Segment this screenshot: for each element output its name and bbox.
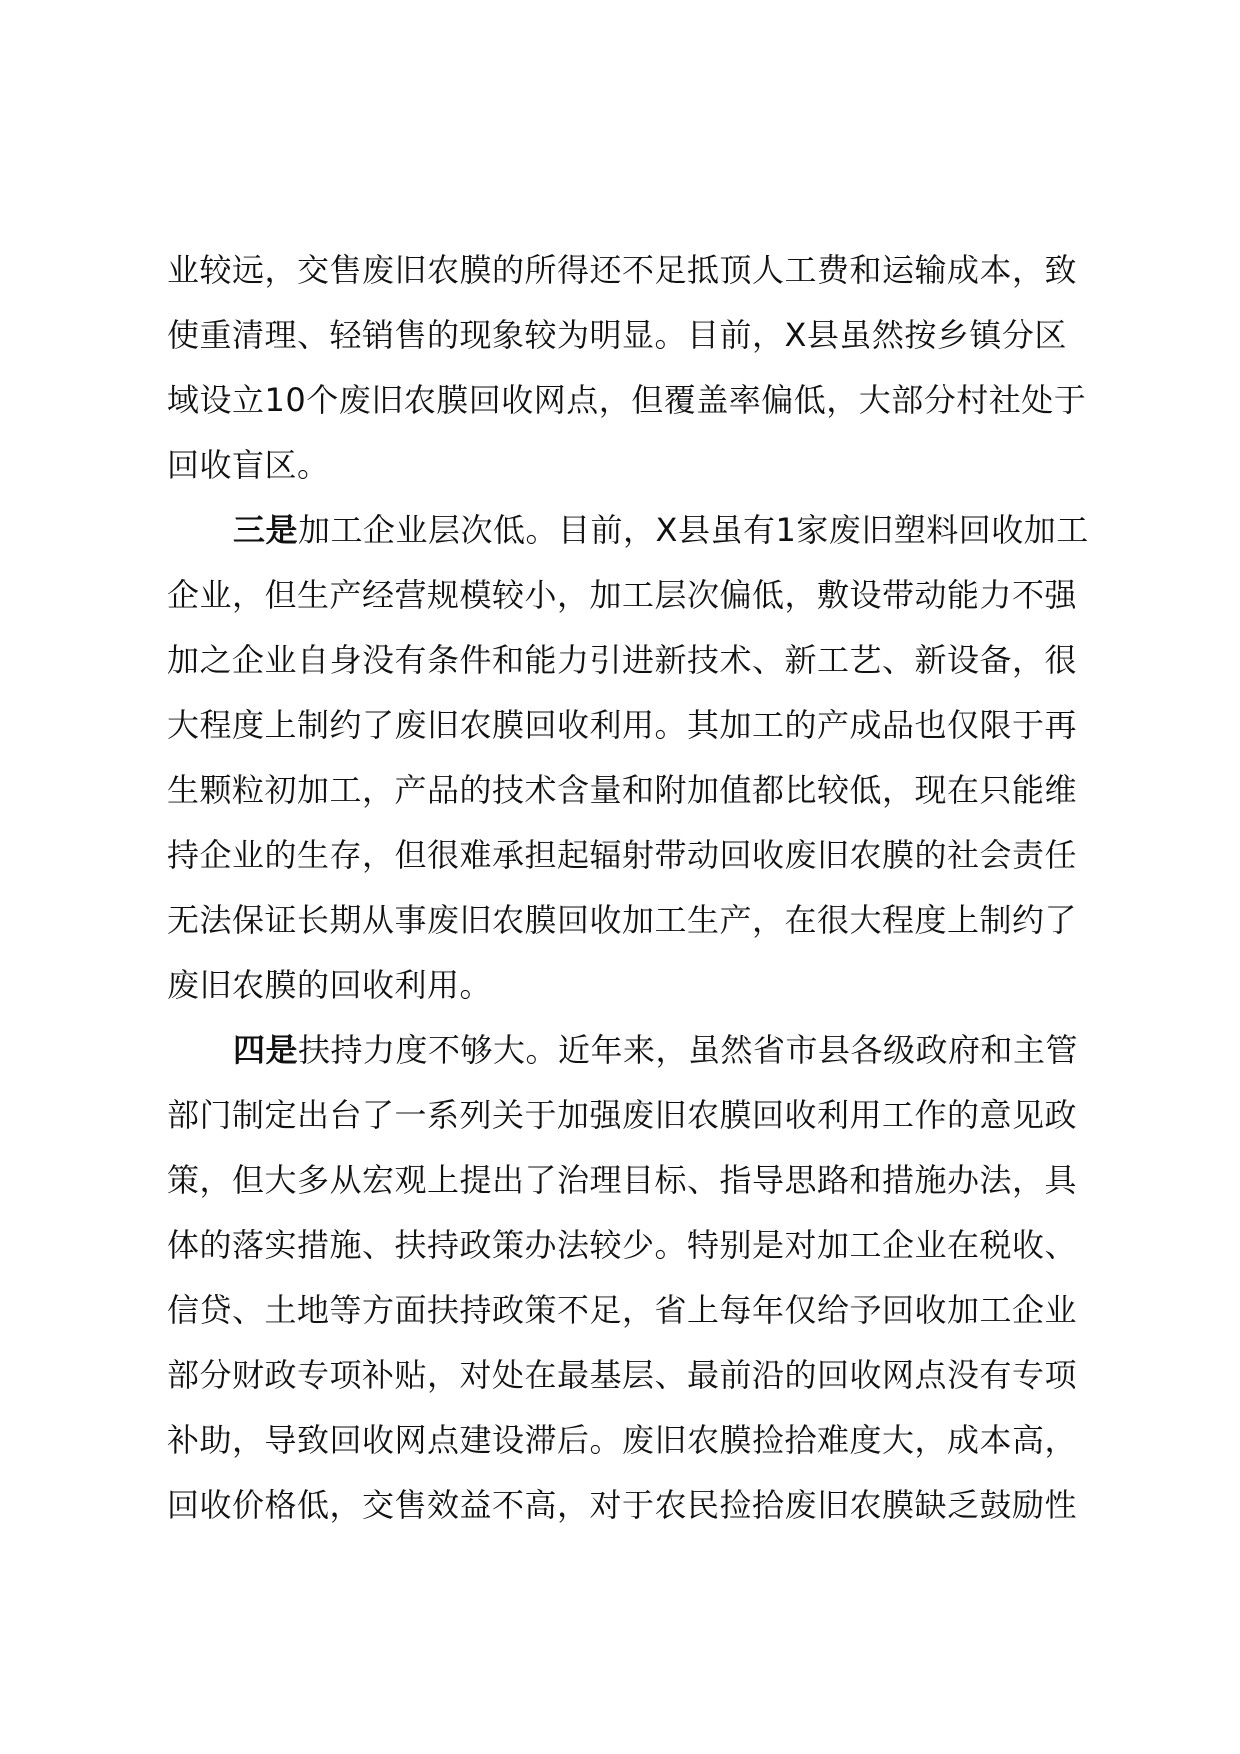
text-line: 回收价格低，交售效益不高，对于农民捡拾废旧农膜缺乏鼓励性	[167, 1486, 1078, 1524]
paragraph-four-first-line	[167, 1018, 1107, 1083]
text-line: 回收盲区。	[167, 446, 330, 484]
text-line: 部门制定出台了一系列关于加强废旧农膜回收利用工作的意见政	[167, 1096, 1078, 1134]
text-line: 废旧农膜的回收利用。	[167, 966, 493, 1004]
text-line: 体的落实措施、扶持政策办法较少。特别是对加工企业在税收、	[167, 1226, 1078, 1264]
text-line: 业较远，交售废旧农膜的所得还不足抵顶人工费和运输成本，致	[167, 251, 1078, 289]
text-line: 无法保证长期从事废旧农膜回收加工生产，在很大程度上制约了	[167, 901, 1078, 939]
text-line: 持企业的生存，但很难承担起辐射带动回收废旧农膜的社会责任	[167, 836, 1078, 874]
text-line: 补助，导致回收网点建设滞后。废旧农膜捡拾难度大，成本高，	[167, 1421, 1078, 1459]
text-line: 策，但大多从宏观上提出了治理目标、指导思路和措施办法，具	[167, 1161, 1078, 1199]
text-line: 加之企业自身没有条件和能力引进新技术、新工艺、新设备，很	[167, 641, 1078, 679]
paragraph-text: 扶持力度不够大。近年来，虽然省市县各级政府和主管	[298, 1031, 1079, 1069]
paragraph-heading-four: 四是	[233, 1031, 299, 1069]
paragraph-three-first-line	[167, 498, 1107, 563]
text-line: 部分财政专项补贴，对处在最基层、最前沿的回收网点没有专项	[167, 1356, 1078, 1394]
text-line: 使重清理、轻销售的现象较为明显。目前，X县虽然按乡镇分区	[167, 316, 1067, 354]
text-line: 企业，但生产经营规模较小，加工层次偏低，敷设带动能力不强	[167, 576, 1078, 614]
text-line: 生颗粒初加工，产品的技术含量和附加值都比较低，现在只能维	[167, 771, 1078, 809]
text-line: 域设立10个废旧农膜回收网点，但覆盖率偏低，大部分村社处于	[167, 381, 1087, 419]
document-body	[167, 238, 1107, 1538]
text-line: 大程度上制约了废旧农膜回收利用。其加工的产成品也仅限于再	[167, 706, 1078, 744]
paragraph-text: 加工企业层次低。目前，X县虽有1家废旧塑料回收加工	[298, 511, 1089, 549]
text-line: 信贷、土地等方面扶持政策不足，省上每年仅给予回收加工企业	[167, 1291, 1078, 1329]
paragraph-heading-three: 三是	[233, 511, 299, 549]
